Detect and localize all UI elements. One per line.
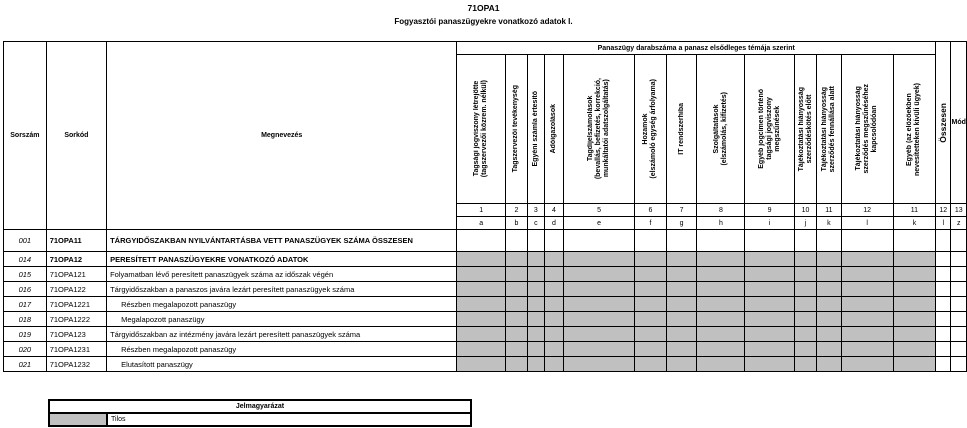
data-cell-disabled (841, 342, 893, 357)
data-cell-disabled (563, 357, 634, 372)
data-cell-disabled (841, 267, 893, 282)
column-header-5 (563, 55, 634, 204)
data-cell-disabled (893, 327, 935, 342)
data-cell-disabled (697, 267, 745, 282)
data-cell-disabled (527, 327, 544, 342)
data-cell-disabled (544, 312, 563, 327)
data-cell-disabled (527, 252, 544, 267)
header-mod: Mód (951, 42, 967, 204)
column-letter: l (936, 217, 951, 230)
column-number: 4 (544, 204, 563, 217)
data-cell-disabled (457, 252, 506, 267)
data-cell-disabled (457, 357, 506, 372)
column-number: 12 (936, 204, 951, 217)
row-sorkod: 71OPA1232 (46, 357, 106, 372)
column-letter: a (457, 217, 506, 230)
total-cell[interactable] (936, 252, 951, 267)
data-cell-disabled (506, 312, 528, 327)
table-row (4, 297, 967, 312)
column-letter: l (841, 217, 893, 230)
data-cell-disabled (745, 282, 795, 297)
data-cell-disabled (457, 342, 506, 357)
data-cell-disabled (635, 252, 667, 267)
column-letter: c (527, 217, 544, 230)
data-cell-disabled (666, 327, 697, 342)
data-cell-disabled (697, 252, 745, 267)
data-cell-disabled (457, 282, 506, 297)
row-megnevezes: PERESÍTETT PANASZÜGYEKRE VONATKOZÓ ADATOK (107, 252, 457, 267)
data-cell-disabled (794, 342, 816, 357)
total-cell[interactable] (936, 297, 951, 312)
header-osszesen: Összesen (936, 42, 951, 204)
row-sorkod: 71OPA121 (46, 267, 106, 282)
data-cell-disabled (893, 312, 935, 327)
column-letter: b (506, 217, 528, 230)
data-cell-disabled (563, 267, 634, 282)
data-cell-disabled (506, 297, 528, 312)
column-header-13 (893, 55, 935, 204)
table-row (4, 230, 967, 252)
data-cell-disabled (527, 357, 544, 372)
mode-cell[interactable] (951, 357, 967, 372)
column-letter: k (893, 217, 935, 230)
table-row (4, 357, 967, 372)
data-cell-disabled (697, 282, 745, 297)
row-sorkod: 71OPA1231 (46, 342, 106, 357)
data-cell-disabled (635, 342, 667, 357)
data-cell-disabled (544, 342, 563, 357)
data-cell-disabled (563, 342, 634, 357)
data-cell-disabled (794, 327, 816, 342)
row-sorszam: 019 (4, 327, 47, 342)
column-number: 12 (841, 204, 893, 217)
table-row (4, 267, 967, 282)
data-cell-disabled (544, 282, 563, 297)
data-cell-disabled (506, 342, 528, 357)
data-cell-disabled (635, 297, 667, 312)
data-cell[interactable] (666, 230, 697, 252)
data-cell-disabled (817, 327, 841, 342)
legend (48, 399, 472, 427)
table-row (4, 327, 967, 342)
data-cell-disabled (544, 267, 563, 282)
data-cell-disabled (527, 342, 544, 357)
row-sorszam: 018 (4, 312, 47, 327)
row-sorkod: 71OPA122 (46, 282, 106, 297)
data-cell-disabled (745, 252, 795, 267)
column-letter: i (745, 217, 795, 230)
data-cell-disabled (841, 312, 893, 327)
data-cell-disabled (563, 297, 634, 312)
data-cell-disabled (794, 252, 816, 267)
data-cell-disabled (544, 252, 563, 267)
mode-cell[interactable] (951, 342, 967, 357)
column-header-9 (745, 55, 795, 204)
column-letter: d (544, 217, 563, 230)
data-cell-disabled (817, 267, 841, 282)
row-megnevezes: Tárgyidőszakban az intézmény javára lezárt peresített panaszügyek száma (107, 327, 457, 342)
data-cell[interactable] (817, 230, 841, 252)
row-sorszam: 017 (4, 297, 47, 312)
column-header-label: Tagszervezői tevékenység (512, 85, 520, 173)
row-sorszam: 014 (4, 252, 47, 267)
data-cell-disabled (841, 252, 893, 267)
column-header-label: Szolgáltatások (elszámolás, kifizetés) (712, 92, 728, 166)
data-cell[interactable] (697, 230, 745, 252)
column-header-7 (666, 55, 697, 204)
column-number: 13 (951, 204, 967, 217)
data-cell-disabled (527, 297, 544, 312)
data-cell-disabled (745, 342, 795, 357)
data-cell-disabled (635, 327, 667, 342)
row-megnevezes: Megalapozott panaszügy (107, 312, 457, 327)
data-cell-disabled (635, 357, 667, 372)
data-cell-disabled (457, 297, 506, 312)
row-megnevezes: Tárgyidőszakban a panaszos javára lezárt peresített panaszügyek száma (107, 282, 457, 297)
column-number: 10 (794, 204, 816, 217)
table-row (4, 312, 967, 327)
total-cell[interactable] (936, 357, 951, 372)
data-cell-disabled (817, 312, 841, 327)
mode-cell[interactable] (951, 252, 967, 267)
data-cell-disabled (563, 252, 634, 267)
column-header-label: Tagsági jogviszony létrejötte (tagszervezői közrem. nélkül) (473, 80, 489, 178)
header-sorszam: Sorszám (4, 42, 47, 230)
total-cell[interactable] (936, 312, 951, 327)
data-cell[interactable] (457, 230, 506, 252)
column-header-label: Egyéni számla értesítő (531, 91, 539, 167)
data-cell-disabled (544, 327, 563, 342)
column-letter: k (817, 217, 841, 230)
column-number: 11 (817, 204, 841, 217)
data-cell-disabled (697, 342, 745, 357)
column-number: 8 (697, 204, 745, 217)
row-sorszam: 015 (4, 267, 47, 282)
data-cell-disabled (841, 327, 893, 342)
column-header-10 (794, 55, 816, 204)
row-sorszam: 020 (4, 342, 47, 357)
data-cell-disabled (544, 297, 563, 312)
column-letter: f (635, 217, 667, 230)
column-header-12 (841, 55, 893, 204)
data-cell-disabled (841, 297, 893, 312)
total-cell[interactable] (936, 282, 951, 297)
data-cell-disabled (666, 342, 697, 357)
data-cell-disabled (817, 342, 841, 357)
header-megnevezes: Megnevezés (107, 42, 457, 230)
data-cell-disabled (506, 357, 528, 372)
data-cell-disabled (666, 357, 697, 372)
legend-item: Tilos (107, 413, 471, 426)
data-cell-disabled (745, 312, 795, 327)
data-cell[interactable] (635, 230, 667, 252)
data-cell[interactable] (544, 230, 563, 252)
mode-cell[interactable] (951, 312, 967, 327)
data-cell-disabled (697, 297, 745, 312)
row-megnevezes: Részben megalapozott panaszügy (107, 297, 457, 312)
data-cell-disabled (666, 312, 697, 327)
data-cell-disabled (506, 252, 528, 267)
row-sorszam: 001 (4, 230, 47, 252)
mode-cell[interactable] (951, 282, 967, 297)
data-cell-disabled (563, 327, 634, 342)
column-number: 1 (457, 204, 506, 217)
mode-cell[interactable] (951, 327, 967, 342)
form-subtitle: Fogyasztói panaszügyekre vonatkozó adatok I. (394, 17, 573, 26)
data-cell[interactable] (506, 230, 528, 252)
column-header-1 (457, 55, 506, 204)
column-number: 7 (666, 204, 697, 217)
data-cell-disabled (697, 312, 745, 327)
column-header-label: Hozamok (elszámoló egység árfolyama) (642, 79, 658, 179)
data-cell[interactable] (893, 230, 935, 252)
data-cell-disabled (457, 267, 506, 282)
row-sorszam: 016 (4, 282, 47, 297)
column-number: 5 (563, 204, 634, 217)
data-cell-disabled (893, 267, 935, 282)
data-cell-disabled (635, 312, 667, 327)
data-cell-disabled (745, 267, 795, 282)
data-cell-disabled (841, 282, 893, 297)
complaints-table (3, 41, 967, 372)
legend-swatch (49, 413, 107, 426)
data-cell-disabled (817, 357, 841, 372)
data-cell-disabled (745, 357, 795, 372)
data-cell-disabled (745, 327, 795, 342)
row-megnevezes: Folyamatban lévő peresített panaszügyek száma az időszak végén (107, 267, 457, 282)
data-cell-disabled (506, 327, 528, 342)
data-cell-disabled (666, 297, 697, 312)
mode-cell[interactable] (951, 297, 967, 312)
total-cell[interactable] (936, 267, 951, 282)
data-cell-disabled (527, 267, 544, 282)
data-cell[interactable] (794, 230, 816, 252)
data-cell-disabled (817, 282, 841, 297)
data-cell-disabled (794, 297, 816, 312)
data-cell-disabled (893, 342, 935, 357)
data-cell-disabled (635, 282, 667, 297)
data-cell-disabled (893, 252, 935, 267)
column-letter: g (666, 217, 697, 230)
data-cell[interactable] (527, 230, 544, 252)
column-number: 3 (527, 204, 544, 217)
data-cell-disabled (794, 357, 816, 372)
data-cell-disabled (666, 267, 697, 282)
column-number: 6 (635, 204, 667, 217)
data-cell-disabled (527, 312, 544, 327)
column-header-2 (506, 55, 528, 204)
data-cell-disabled (817, 252, 841, 267)
data-cell[interactable] (745, 230, 795, 252)
table-row (4, 252, 967, 267)
column-number: 11 (893, 204, 935, 217)
data-cell[interactable] (841, 230, 893, 252)
column-header-label: Egyéb (az előzőekben nevesítetteken kívüli ügyek) (906, 82, 922, 176)
data-cell-disabled (745, 297, 795, 312)
data-cell-disabled (563, 312, 634, 327)
column-header-label: Tagdíjelszámolások (bevallás, befizetés, korrekció, munkáltatói adatszolgáltatás) (587, 78, 611, 180)
table-row (4, 282, 967, 297)
column-header-11 (817, 55, 841, 204)
column-letter: e (563, 217, 634, 230)
column-header-label: Egyéb jogcímen történő tagsági jogviszony megszűnések (757, 89, 781, 169)
column-number: 9 (745, 204, 795, 217)
total-cell[interactable] (936, 230, 951, 252)
data-cell-disabled (544, 357, 563, 372)
row-sorkod: 71OPA12 (46, 252, 106, 267)
data-cell-disabled (794, 282, 816, 297)
data-cell-disabled (817, 297, 841, 312)
data-cell-disabled (506, 282, 528, 297)
data-cell-disabled (457, 327, 506, 342)
data-cell-disabled (893, 297, 935, 312)
column-letter: z (951, 217, 967, 230)
legend-title: Jelmagyarázat (49, 400, 471, 413)
column-letter: j (794, 217, 816, 230)
row-megnevezes: Részben megalapozott panaszügy (107, 342, 457, 357)
data-cell-disabled (527, 282, 544, 297)
row-sorkod: 71OPA11 (46, 230, 106, 252)
data-cell-disabled (893, 357, 935, 372)
column-header-3 (527, 55, 544, 204)
column-header-8 (697, 55, 745, 204)
column-header-6 (635, 55, 667, 204)
column-header-label: Tájékoztatási hiányosság szerződés fennállása alatt (820, 85, 836, 173)
data-cell-disabled (457, 312, 506, 327)
total-cell[interactable] (936, 327, 951, 342)
row-megnevezes: Elutasított panaszügy (107, 357, 457, 372)
row-megnevezes: TÁRGYIDŐSZAKBAN NYILVÁNTARTÁSBA VETT PANASZÜGYEK SZÁMA ÖSSZESEN (107, 230, 457, 252)
header-group: Panaszügy darabszáma a panasz elsődleges témája szerint (457, 42, 936, 55)
data-cell-disabled (697, 357, 745, 372)
data-cell-disabled (893, 282, 935, 297)
column-header-label: Adóigazolások (549, 104, 557, 154)
row-sorkod: 71OPA1221 (46, 297, 106, 312)
row-sorkod: 71OPA123 (46, 327, 106, 342)
data-cell-disabled (666, 282, 697, 297)
total-cell[interactable] (936, 342, 951, 357)
column-number: 2 (506, 204, 528, 217)
column-header-label: IT rendszerhiba (677, 103, 685, 155)
data-cell-disabled (635, 267, 667, 282)
mode-cell[interactable] (951, 267, 967, 282)
data-cell-disabled (794, 267, 816, 282)
data-cell-disabled (794, 312, 816, 327)
column-header-label: Tájékoztatási hiányosság szerződéskötés előtt (797, 86, 813, 172)
column-header-label: Tájékoztatási hiányosság szerződés megszűnéséhez kapcsolódóan (855, 84, 879, 174)
data-cell[interactable] (563, 230, 634, 252)
row-sorszam: 021 (4, 357, 47, 372)
column-header-4 (544, 55, 563, 204)
data-cell-disabled (697, 327, 745, 342)
data-cell-disabled (841, 357, 893, 372)
data-cell-disabled (506, 267, 528, 282)
header-sorkod: Sorkód (46, 42, 106, 230)
mode-cell[interactable] (951, 230, 967, 252)
data-cell-disabled (563, 282, 634, 297)
form-code-title: 71OPA1 (467, 3, 500, 13)
table-row (4, 342, 967, 357)
row-sorkod: 71OPA1222 (46, 312, 106, 327)
column-letter: h (697, 217, 745, 230)
data-cell-disabled (666, 252, 697, 267)
